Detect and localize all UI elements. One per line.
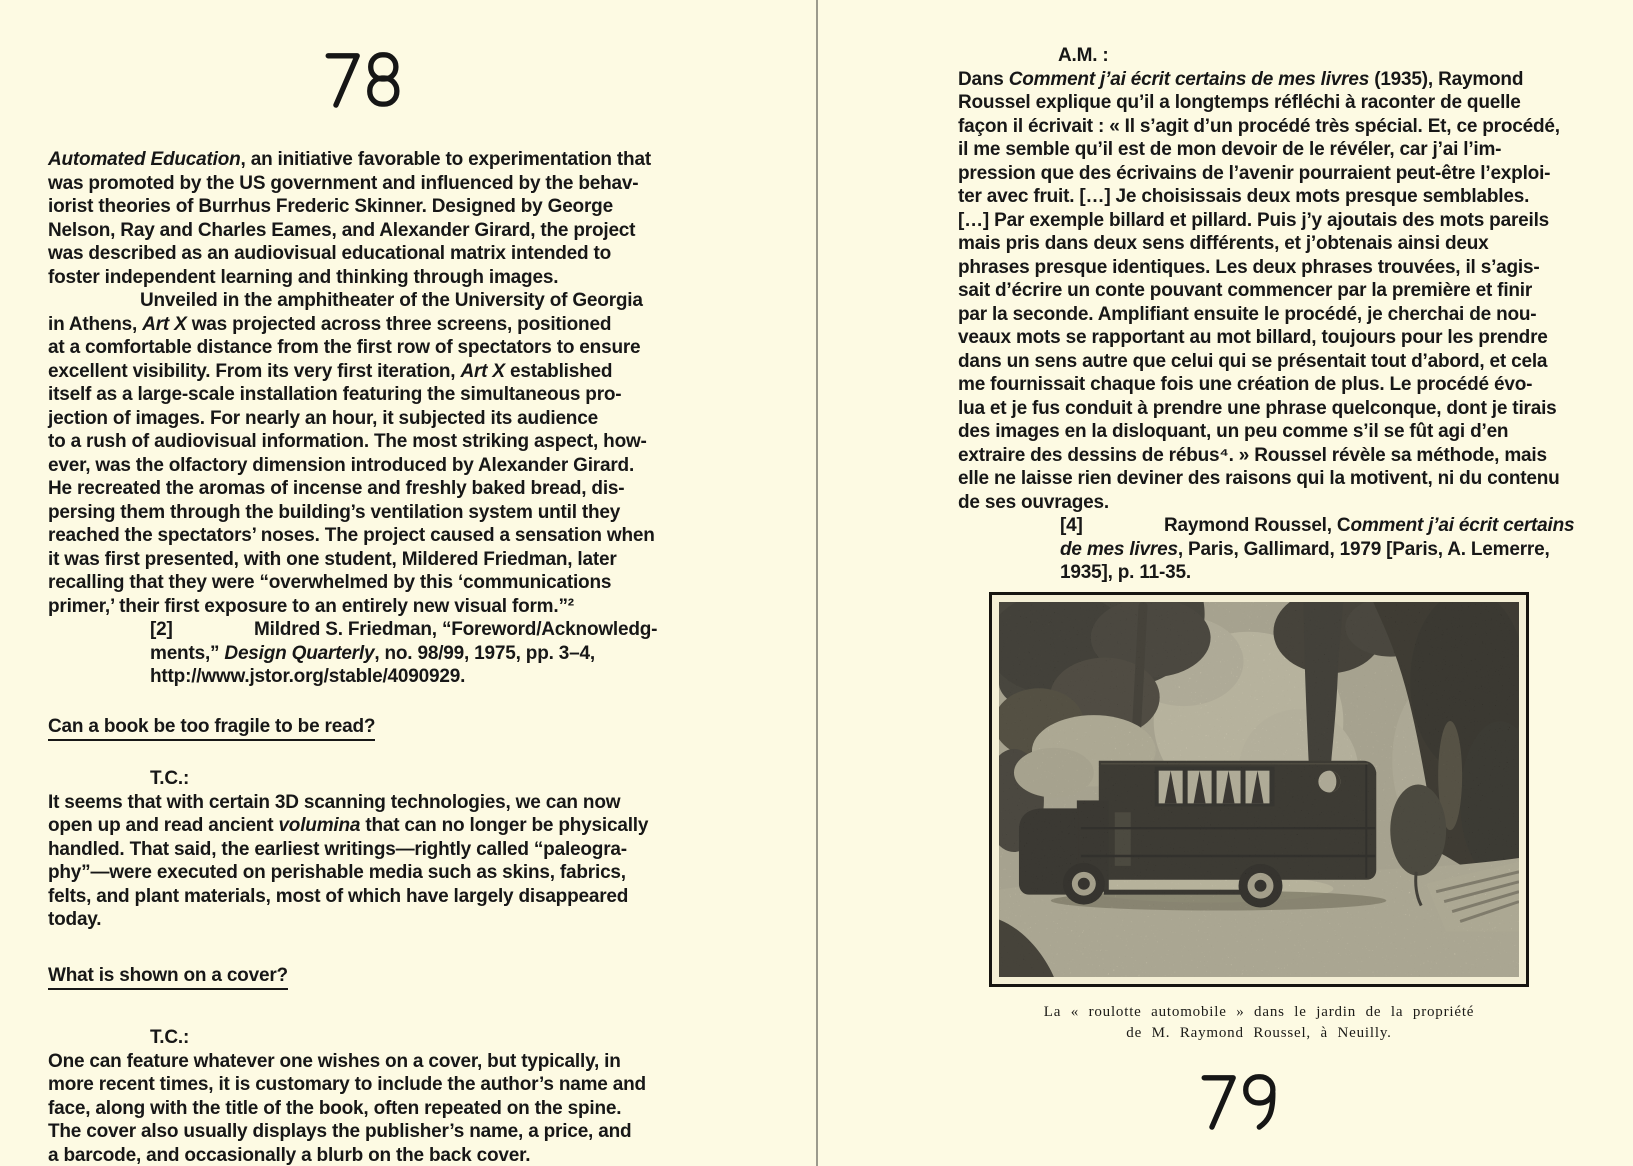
footnote-2-label: [2] — [150, 619, 173, 640]
right-text-column — [958, 44, 1575, 585]
footnote-4-label: [4] — [1060, 515, 1083, 536]
paragraph-art-x: Unveiled in the amphitheater of the University of Georgia in Athens, Art X was projected across three screens, positioned at a comfortable distance from the first row of spectators to ensure excellent visibility. From its very first iteration, Art X established itself as a large-scale installation featuring the simultaneous pro- jection of images. For nearly an hour, it subjected its audience to a rush of audiovisual information. The most striking aspect, how- ever, was the olfactory dimension introduced by Alexander Girard. He recreated the aromas of incense and freshly baked bread, dis- persing them through the building’s ventilation system until they reached the spectators’ noses. The project caused a sensation when it was first presented, with one student, Mildered Friedman, later recalling that they were “overwhelmed by this ‘communications primer,’ their first exposure to an entirely new visual form.”² — [48, 290, 655, 617]
question-cover-wrap — [48, 964, 690, 991]
page-number-left — [320, 50, 406, 113]
answer-cover: One can feature whatever one wishes on a cover, but typically, in more recent times, it is customary to include the author’s name and face, along with the title of the book, often repeated on the spine. The cover also usually displays the publisher’s name, a price, and a barcode, and occasionally a blurb on the back cover. — [48, 1050, 646, 1166]
footnote-4 — [1060, 514, 1575, 585]
question-fragile-wrap — [48, 715, 690, 742]
left-text-column — [48, 148, 690, 1166]
question-cover: What is shown on a cover? — [48, 964, 288, 991]
speaker-tc-2: T.C.: — [150, 1027, 190, 1048]
photo-caption: La « roulotte automobile » dans le jardin de la propriété de M. Raymond Roussel, à Neuilly. — [1043, 1004, 1475, 1041]
answer-fragile: It seems that with certain 3D scanning technologies, we can now open up and read ancient volumina that can no longer be physically handled. That said, the earliest writings—rightly called “paleogra- phy”—were executed on perishable media such as skins, fabrics, felts, and plant materials, most of which have largely disappeared today. — [48, 791, 649, 930]
footnote-2 — [150, 618, 690, 689]
paragraph-roussel: Dans Comment j’ai écrit certains de mes livres (1935), Raymond Roussel explique qu’il a longtemps réfléchi à raconter de quelle façon il écrivait : « Il s’agit d’un procédé très spécial. Et, ce procédé, il me semble qu’il est de mon devoir de le révéler, car j’ai l’im- pression que des écrivains de l’avenir pourraient peut-être l’exploi- ter avec fruit. […] Je choisissais deux mots presque semblables. […] Par exemple billard et pillard. Puis j’y ajoutais des mots pareils mais pris dans deux sens différents, et j’obtenais ainsi deux phrases presque identiques. Les deux phrases trouvées, il s’agis- sait d’écrire un conte pouvant commencer par la première et finir par la seconde. Amplifiant ensuite le procédé, je cherchai de nou- veaux mots se rapportant au mot billard, toujours pour les prendre dans un sens autre que celui qui se présentait tout d’abord, et cela me fournissait chaque fois une création de plus. Le procédé évo- lua et je fus conduit à prendre une phrase quelconque, dont je tirais des images en la disloquant, un peu comme s’il se fût agi d’en extraire des dessins de rébus⁴. » Roussel révèle sa méthode, mais elle ne laisse rien deviner des raisons qui la motivent, ni du contenu de ses ouvrages. — [958, 68, 1560, 513]
footnote-4-text: Raymond Roussel, Comment j’ai écrit certains de mes livres, Paris, Gallimard, 1979 [Paris, A. Lemerre, 1935], p. 11-35. — [1060, 515, 1575, 583]
paragraph-automated-education: Automated Education, an initiative favorable to experimentation that was promoted by the US government and influenced by the behav- iorist theories of Burrhus Frederic Skinner. Designed by George Nelson, Ray and Charles Eames, and Alexander Girard, the project was described as an audiovisual educational matrix intended to foster independent learning and thinking through images. — [48, 149, 651, 288]
page-gutter-line — [816, 0, 818, 1166]
speaker-tc-1: T.C.: — [150, 768, 190, 789]
roulotte-photo-image — [999, 602, 1519, 977]
page-number-right — [1196, 1072, 1282, 1135]
footnote-2-text: Mildred S. Friedman, “Foreword/Acknowledg- ments,” Design Quarterly, no. 98/99, 1975, pp. 3–4, http://www.jstor.org/stable/4090929. — [150, 619, 658, 687]
speaker-am: A.M. : — [1058, 45, 1109, 66]
question-fragile: Can a book be too fragile to be read? — [48, 715, 375, 742]
roulotte-photo — [989, 592, 1529, 987]
